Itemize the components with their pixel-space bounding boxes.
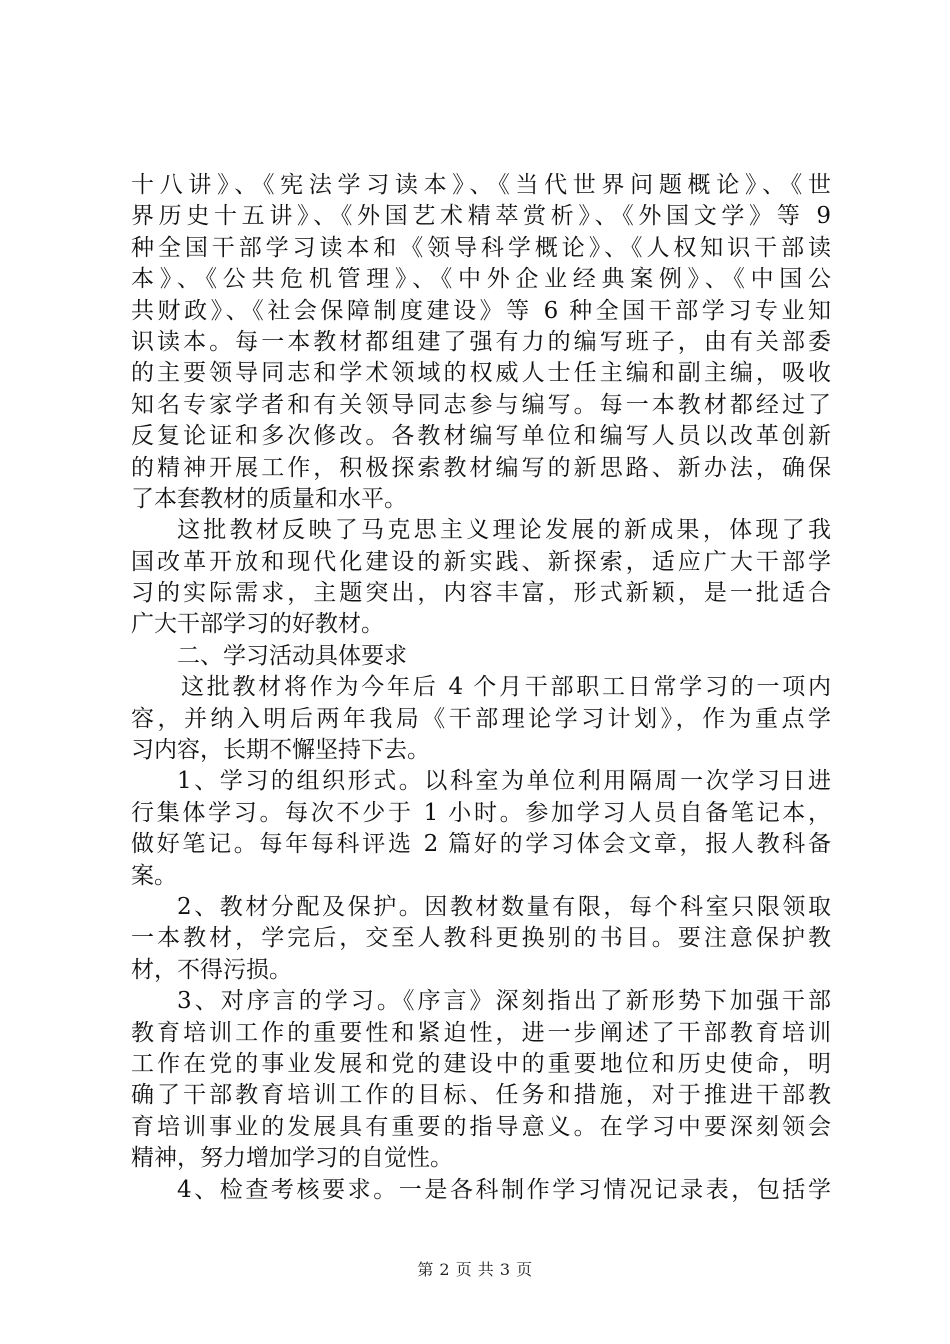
- paragraph-start-line: 1、学习的组织形式。以科室为单位利用隔周一次学习日进: [177, 768, 831, 795]
- text-line: 知名专家学者和有关领导同志参与编写。每一本教材都经过了: [131, 391, 831, 418]
- section-heading: 二、学习活动具体要求: [177, 642, 407, 669]
- text-line: 的精神开展工作，积极探索教材编写的新思路、新办法，确保: [131, 454, 831, 481]
- text-line: 容，并纳入明后两年我局《干部理论学习计划》，作为重点学: [131, 705, 831, 732]
- text-line: 界历史十五讲》、《外国艺术精萃赏析》、《外国文学》等 9: [131, 203, 831, 230]
- page-number-label: 第 2 页 共 3 页: [417, 1260, 533, 1279]
- text-line: 反复论证和多次修改。各教材编写单位和编写人员以改革创新: [131, 423, 831, 450]
- text-line: 广大干部学习的好教材。: [131, 611, 384, 638]
- text-line: 材，不得污损。: [131, 956, 292, 983]
- text-line: 的主要领导同志和学术领域的权威人士任主编和副主编，吸收: [131, 360, 831, 387]
- text-line: 一本教材，学完后，交至人教科更换别的书目。要注意保护教: [131, 925, 831, 952]
- paragraph-start-line: 这批教材将作为今年后 4 个月干部职工日常学习的一项内: [181, 674, 831, 701]
- paragraph-start-line: 3、对序言的学习。《序言》深刻指出了新形势下加强干部: [177, 988, 831, 1015]
- text-line: 国改革开放和现代化建设的新实践、新探索，适应广大干部学: [131, 548, 831, 575]
- text-line: 精神，努力增加学习的自觉性。: [131, 1145, 453, 1172]
- text-line: 教育培训工作的重要性和紧迫性，进一步阐述了干部教育培训: [131, 1019, 831, 1046]
- text-line: 工作在党的事业发展和党的建设中的重要地位和历史使命，明: [131, 1050, 831, 1077]
- text-line: 习内容，长期不懈坚持下去。: [131, 737, 430, 764]
- text-line: 育培训事业的发展具有重要的指导意义。在学习中要深刻领会: [131, 1113, 831, 1140]
- paragraph-start-line: 4、检查考核要求。一是各科制作学习情况记录表，包括学: [177, 1176, 831, 1203]
- text-line: 行集体学习。每次不少于 1 小时。参加学习人员自备笔记本，: [131, 799, 831, 826]
- document-body: [131, 170, 831, 1206]
- text-line: 识读本。每一本教材都组建了强有力的编写班子，由有关部委: [131, 328, 831, 355]
- text-line: 种全国干部学习读本和《领导科学概论》、《人权知识干部读: [131, 234, 831, 261]
- text-line: 案。: [131, 862, 177, 889]
- text-line: 共财政》、《社会保障制度建设》等 6 种全国干部学习专业知: [131, 297, 831, 324]
- paragraph-start-line: 2、教材分配及保护。因教材数量有限，每个科室只限领取: [177, 893, 831, 920]
- paragraph-start-line: 这批教材反映了马克思主义理论发展的新成果，体现了我: [177, 517, 831, 544]
- text-line: 做好笔记。每年每科评选 2 篇好的学习体会文章，报人教科备: [131, 831, 831, 858]
- text-line: 本》、《公共危机管理》、《中外企业经典案例》、《中国公: [131, 266, 831, 293]
- text-line: 十八讲》、《宪法学习读本》、《当代世界问题概论》、《世: [131, 172, 831, 198]
- text-line: 确了干部教育培训工作的目标、任务和措施，对于推进干部教: [131, 1082, 831, 1109]
- text-line: 习的实际需求，主题突出，内容丰富，形式新颖，是一批适合: [131, 580, 831, 607]
- text-line: 了本套教材的质量和水平。: [131, 485, 407, 512]
- page-footer: [0, 1257, 950, 1280]
